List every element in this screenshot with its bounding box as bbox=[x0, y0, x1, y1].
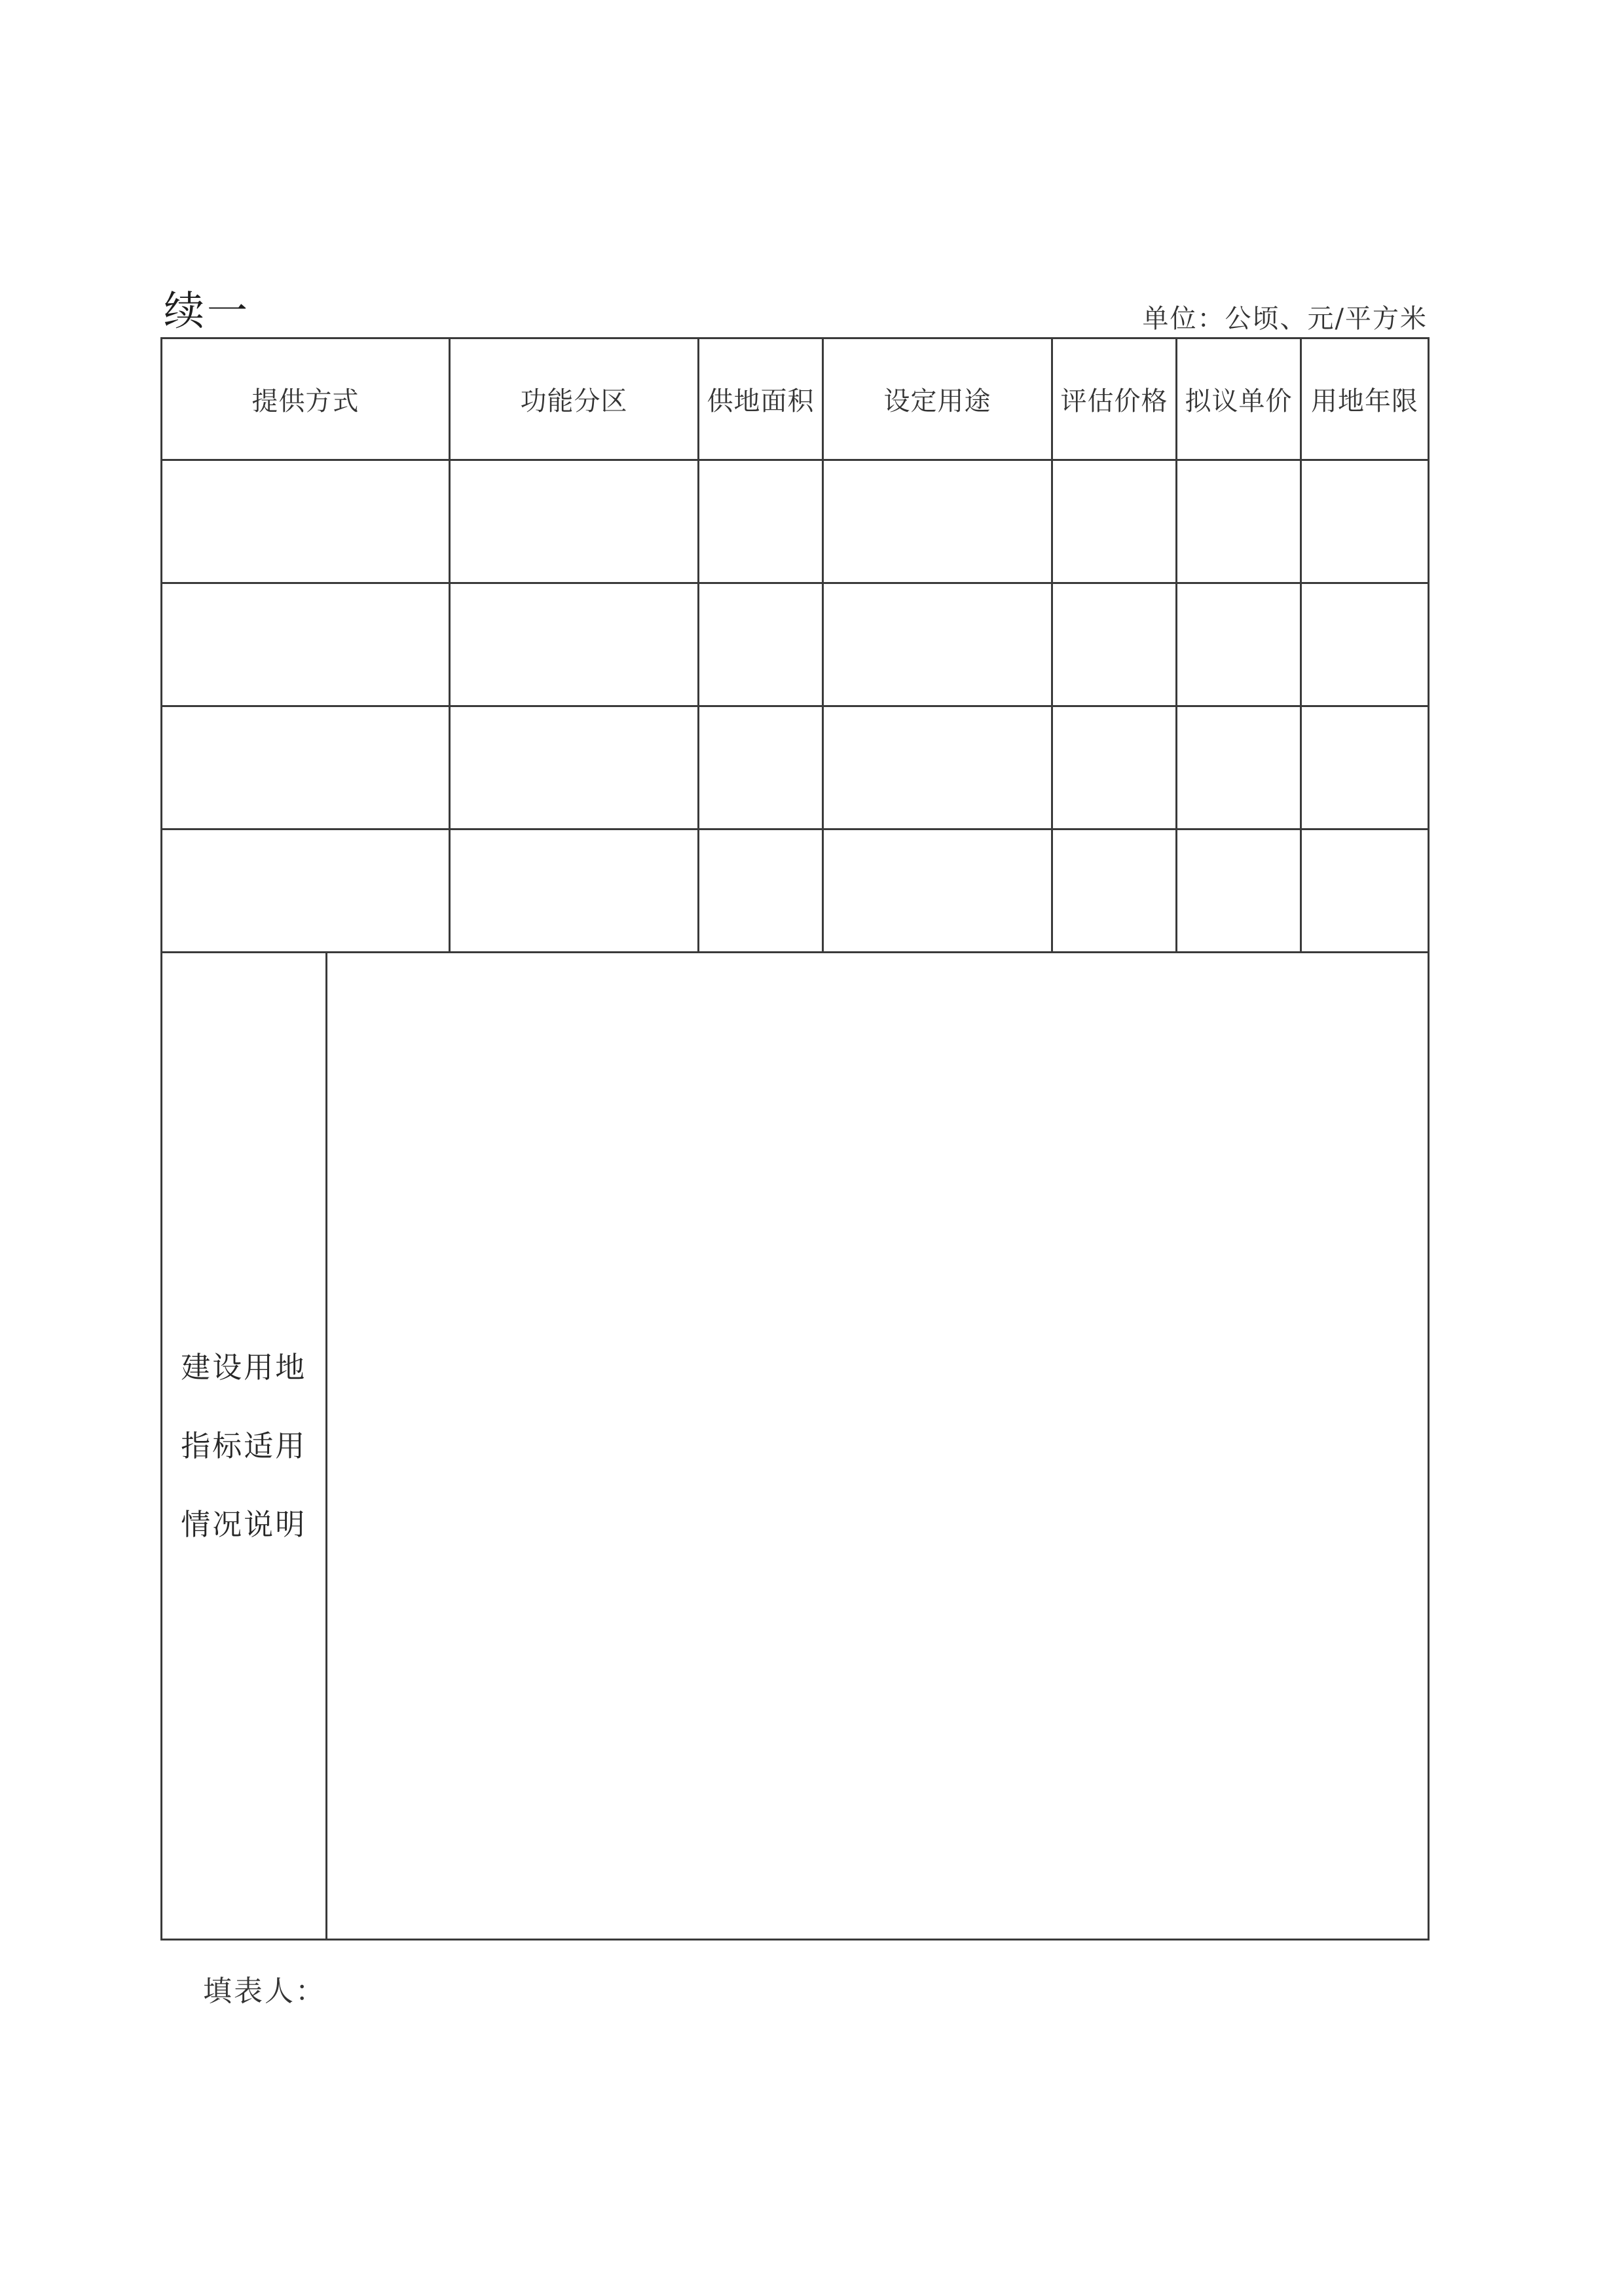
indicator-usage-description[interactable] bbox=[326, 953, 1428, 1939]
side-label-line-1: 建设用地 bbox=[181, 1349, 307, 1385]
header-functional-zone: 功能分区 bbox=[450, 338, 699, 460]
cell-land-area[interactable] bbox=[699, 829, 823, 953]
cell-intended-use[interactable] bbox=[823, 829, 1052, 953]
cell-proposed-unit-price[interactable] bbox=[1177, 460, 1301, 583]
header-land-area: 供地面积 bbox=[699, 338, 823, 460]
description-row bbox=[162, 953, 1429, 1940]
table-row bbox=[162, 706, 1429, 829]
cell-intended-use[interactable] bbox=[823, 706, 1052, 829]
cell-proposed-unit-price[interactable] bbox=[1177, 583, 1301, 706]
cell-land-use-term[interactable] bbox=[1301, 583, 1429, 706]
cell-appraised-price[interactable] bbox=[1052, 829, 1177, 953]
cell-appraised-price[interactable] bbox=[1052, 460, 1177, 583]
cell-functional-zone[interactable] bbox=[450, 583, 699, 706]
cell-functional-zone[interactable] bbox=[450, 460, 699, 583]
header-proposed-unit-price: 拟议单价 bbox=[1177, 338, 1301, 460]
cell-land-area[interactable] bbox=[699, 706, 823, 829]
header-land-use-term: 用地年限 bbox=[1301, 338, 1429, 460]
cell-land-use-term[interactable] bbox=[1301, 829, 1429, 953]
cell-intended-use[interactable] bbox=[823, 583, 1052, 706]
cell-proposed-unit-price[interactable] bbox=[1177, 706, 1301, 829]
cell-intended-use[interactable] bbox=[823, 460, 1052, 583]
cell-supply-method[interactable] bbox=[162, 706, 450, 829]
cell-land-area[interactable] bbox=[699, 460, 823, 583]
unit-note: 单位：公顷、元/平方米 bbox=[1142, 304, 1428, 334]
description-inner-table bbox=[162, 953, 1428, 1939]
table-row bbox=[162, 829, 1429, 953]
cell-land-use-term[interactable] bbox=[1301, 460, 1429, 583]
cell-supply-method[interactable] bbox=[162, 460, 450, 583]
cell-land-use-term[interactable] bbox=[1301, 706, 1429, 829]
cell-appraised-price[interactable] bbox=[1052, 583, 1177, 706]
cell-functional-zone[interactable] bbox=[450, 706, 699, 829]
filler-label: 填表人： bbox=[203, 1975, 326, 2008]
header-intended-use: 设定用途 bbox=[823, 338, 1052, 460]
side-label-line-2: 指标适用 bbox=[181, 1428, 307, 1463]
cell-land-area[interactable] bbox=[699, 583, 823, 706]
header-appraised-price: 评估价格 bbox=[1052, 338, 1177, 460]
cell-supply-method[interactable] bbox=[162, 583, 450, 706]
description-section bbox=[162, 953, 1429, 1940]
cell-supply-method[interactable] bbox=[162, 829, 450, 953]
cell-proposed-unit-price[interactable] bbox=[1177, 829, 1301, 953]
cell-functional-zone[interactable] bbox=[450, 829, 699, 953]
header-row bbox=[162, 338, 1429, 460]
table-row bbox=[162, 583, 1429, 706]
indicator-usage-label bbox=[162, 953, 326, 1939]
filler-field bbox=[203, 1967, 719, 2009]
side-label-line-3: 情况说明 bbox=[181, 1506, 307, 1542]
header-supply-method: 提供方式 bbox=[162, 338, 450, 460]
page-title: 续一 bbox=[164, 287, 251, 335]
land-supply-table bbox=[160, 337, 1430, 1941]
table-row bbox=[162, 460, 1429, 583]
cell-appraised-price[interactable] bbox=[1052, 706, 1177, 829]
